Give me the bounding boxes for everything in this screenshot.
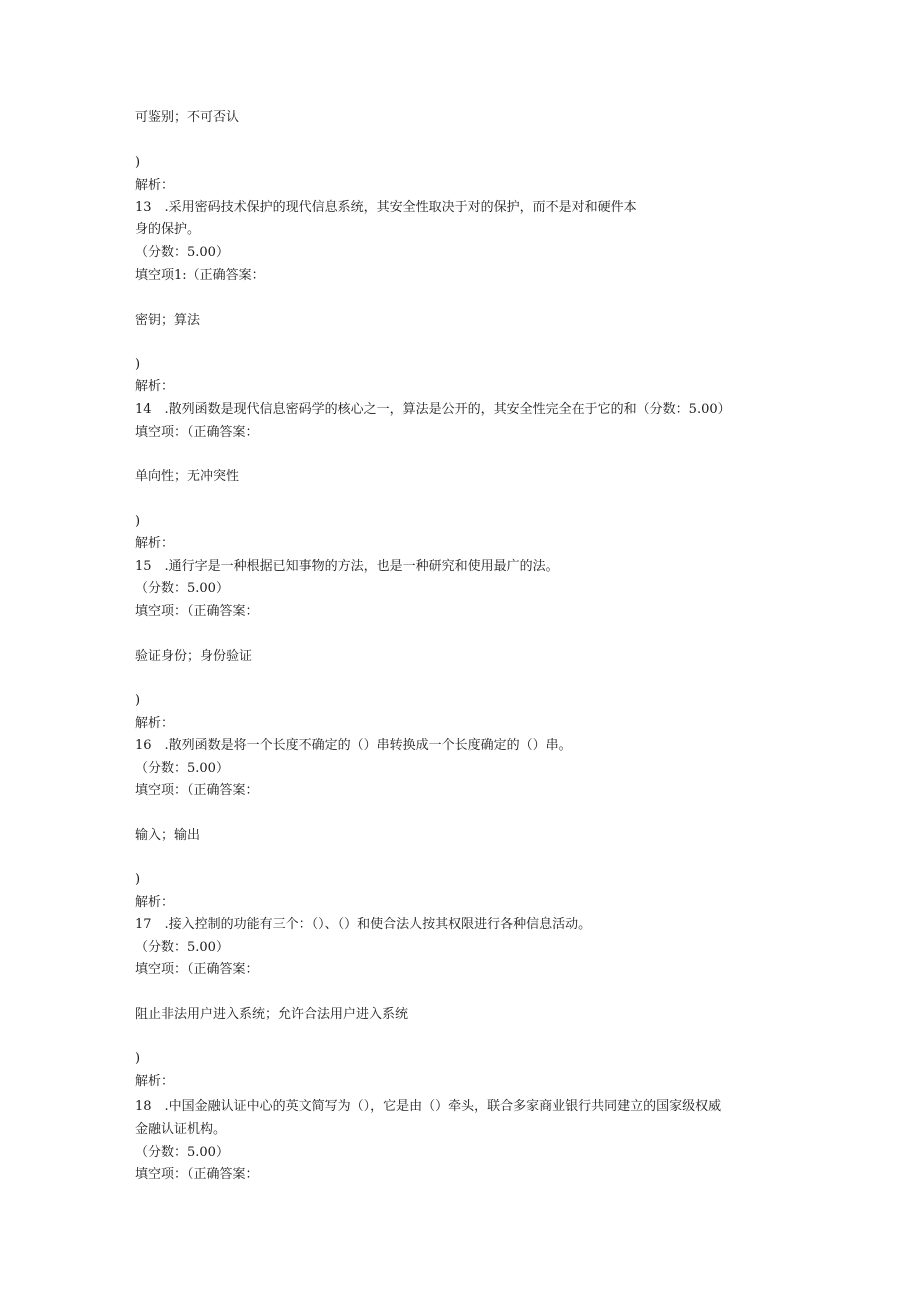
question-13: 13 .采用密码技术保护的现代信息系统，其安全性取决于对的保护，而不是对和硬件本 (135, 200, 637, 215)
fill-blank-label: 填空项：（正确答案： (135, 604, 259, 619)
question-13-cont: 身的保护。 (135, 222, 201, 237)
answer-q16: 输入；输出 (135, 828, 201, 843)
fill-blank-label: 填空项：（正确答案： (135, 1167, 259, 1182)
analysis-label: 解析： (135, 1074, 175, 1089)
fill-blank-label: 填空项：（正确答案： (135, 783, 259, 798)
answer-q14: 单向性；无冲突性 (135, 469, 240, 484)
answer-close-paren: ) (135, 872, 141, 887)
score-label: （分数：5.00） (135, 581, 229, 596)
answer-q15: 验证身份；身份验证 (135, 649, 253, 664)
analysis-label: 解析： (135, 716, 175, 731)
answer-q17: 阻止非法用户进入系统；允许合法用户进入系统 (135, 1007, 409, 1022)
score-label: （分数：5.00） (135, 940, 229, 955)
answer-close-paren: ) (135, 514, 141, 529)
fill-blank-label: 填空项：（正确答案： (135, 425, 259, 440)
score-label: （分数：5.00） (135, 1145, 229, 1160)
answer-q12: 可鉴别；不可否认 (135, 110, 240, 125)
analysis-label: 解析： (135, 379, 175, 394)
answer-close-paren: ) (135, 357, 141, 372)
score-label: （分数：5.00） (135, 761, 229, 776)
answer-close-paren: ) (135, 693, 141, 708)
answer-close-paren: ) (135, 155, 141, 170)
question-18: 18 .中国金融认证中心的英文简写为（），它是由（）牵头，联合多家商业银行共同建立的国家级权威 (135, 1099, 722, 1114)
analysis-label: 解析： (135, 178, 175, 193)
fill-blank-label: 填空项1:（正确答案： (135, 268, 265, 283)
question-14: 14 .散列函数是现代信息密码学的核心之一，算法是公开的，其安全性完全在于它的和（分数：5.00） (135, 402, 731, 417)
fill-blank-label: 填空项：（正确答案： (135, 962, 259, 977)
analysis-label: 解析： (135, 895, 175, 910)
score-label: （分数：5.00） (135, 245, 229, 260)
question-16: 16 .散列函数是将一个长度不确定的（）串转换成一个长度确定的（）串。 (135, 738, 572, 753)
answer-close-paren: ) (135, 1051, 141, 1066)
question-18-cont: 金融认证机构。 (135, 1122, 227, 1137)
answer-q13: 密钥；算法 (135, 313, 201, 328)
question-17: 17 .接入控制的功能有三个：（）、（）和使合法人按其权限进行各种信息活动。 (135, 917, 592, 932)
question-15: 15 .通行字是一种根据已知事物的方法，也是一种研究和使用最广的法。 (135, 559, 559, 574)
analysis-label: 解析： (135, 536, 175, 551)
